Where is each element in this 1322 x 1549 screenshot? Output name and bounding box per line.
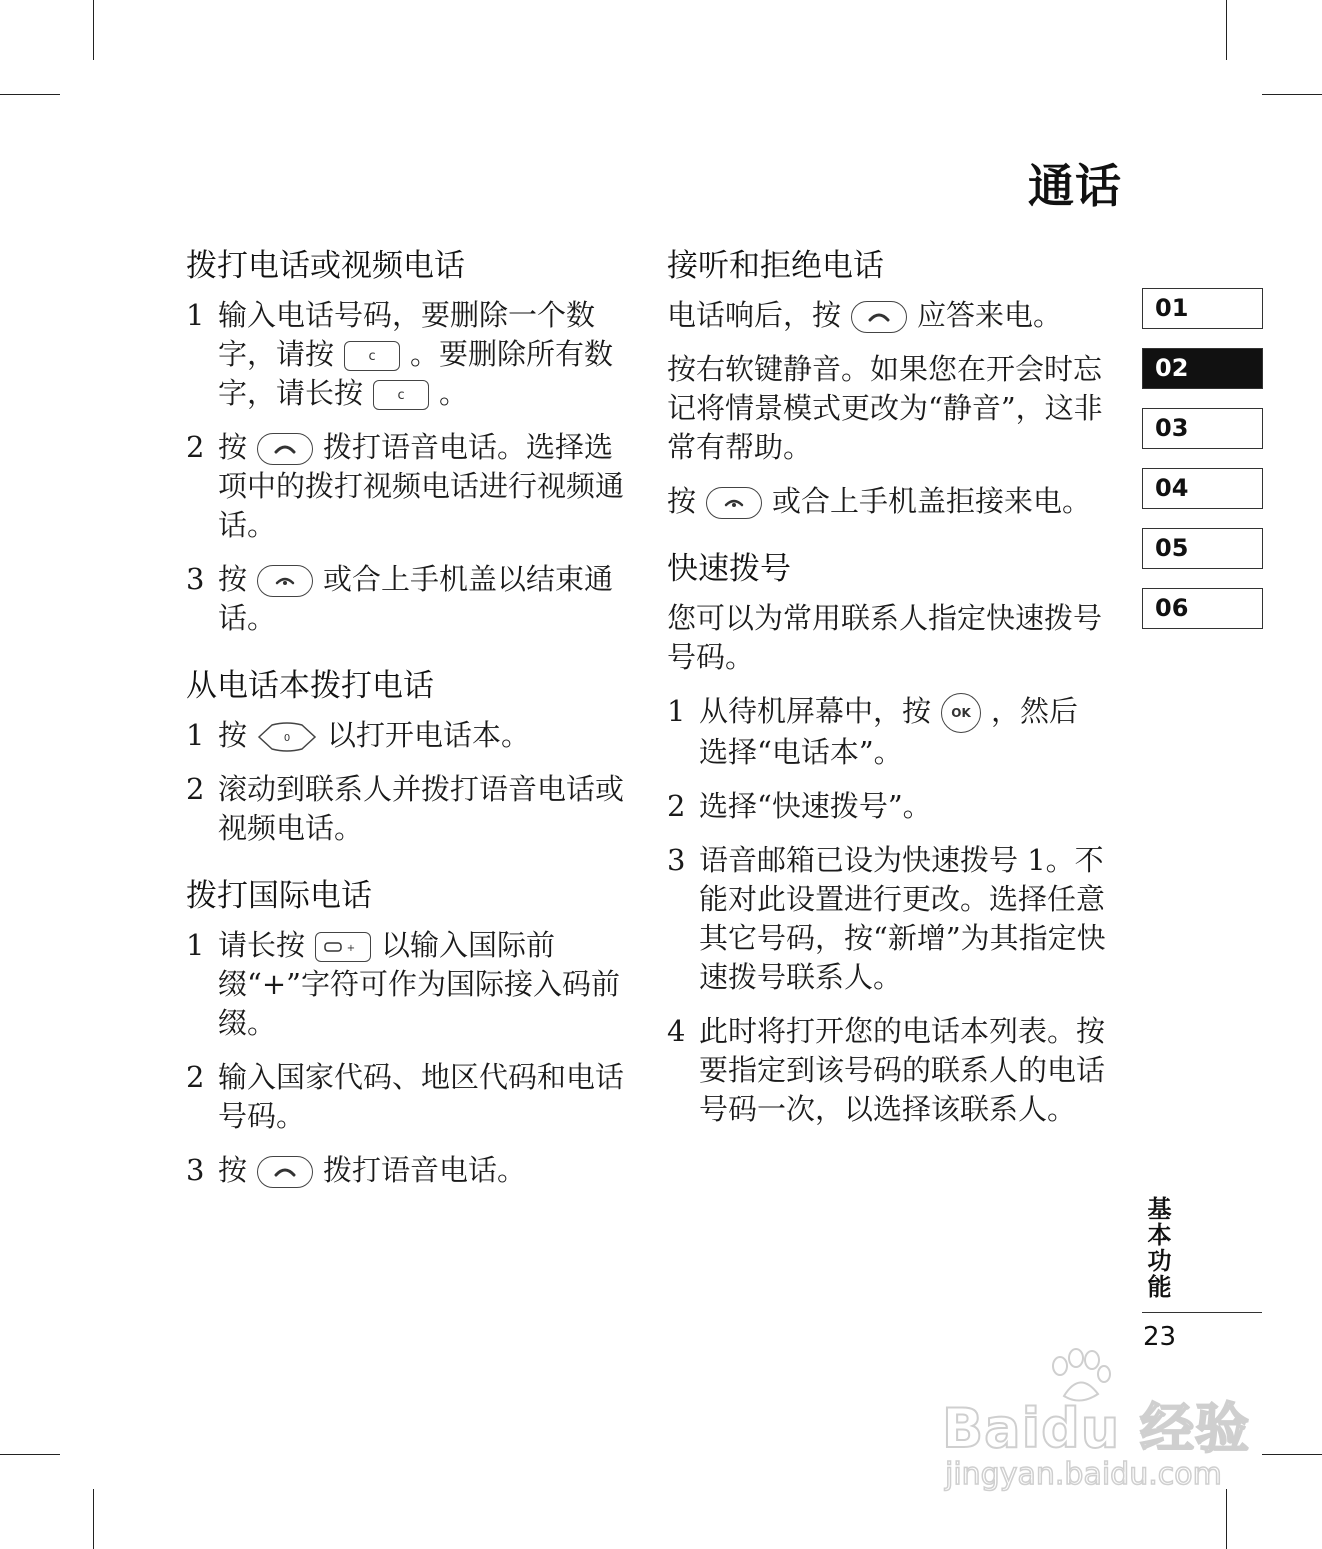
item-number: 3	[186, 1153, 205, 1187]
send-key-icon	[257, 433, 313, 465]
item-text	[699, 692, 1107, 772]
text-run: 从待机屏幕中，按	[699, 694, 932, 728]
section-heading: 拨打国际电话	[186, 878, 372, 914]
list-item	[186, 716, 641, 755]
navigation-key-icon	[257, 722, 317, 752]
tab-06[interactable]: 06	[1142, 588, 1263, 629]
text-run: 。	[439, 376, 469, 410]
navi-key-label: 0	[283, 733, 291, 744]
item-text	[218, 716, 641, 755]
tab-01[interactable]: 01	[1142, 288, 1263, 329]
list-item	[186, 296, 641, 413]
item-number: 2	[186, 772, 205, 806]
item-text: 滚动到联系人并拨打语音电话或视频电话。	[218, 772, 625, 845]
item-text: 选择“快速拨号”。	[699, 789, 932, 823]
tab-04[interactable]: 04	[1142, 468, 1263, 509]
text-run: 按	[218, 1153, 248, 1187]
item-number: 1	[186, 928, 205, 962]
list-item	[186, 926, 641, 1043]
text-run: 或合上手机盖拒接来电。	[772, 484, 1092, 518]
paragraph: 您可以为常用联系人指定快速拨号号码。	[667, 601, 1103, 674]
item-number: 4	[667, 1014, 686, 1048]
item-number: 1	[186, 298, 205, 332]
watermark-url: jingyan.baidu.com	[945, 1457, 1222, 1492]
section-heading: 拨打电话或视频电话	[186, 248, 465, 284]
paragraph	[667, 482, 1107, 521]
section-heading: 接听和拒绝电话	[667, 248, 884, 284]
text-run: 电话响后，按	[667, 298, 842, 332]
zero-plus-key-icon	[315, 932, 371, 962]
item-number: 1	[186, 718, 205, 752]
text-run: 拨打语音电话。选择选项中的拨打视频电话进行视频通话。	[218, 430, 625, 542]
divider	[1142, 1312, 1262, 1313]
crop-mark	[1226, 0, 1227, 60]
list-item	[667, 692, 1107, 772]
list-item	[186, 1058, 641, 1136]
page-title: 通话	[1028, 159, 1122, 213]
list-item	[186, 1151, 641, 1190]
section-speed-dial	[667, 547, 1107, 1129]
item-text: 此时将打开您的电话本列表。按要指定到该号码的联系人的电话号码一次，以选择该联系人。	[699, 1014, 1106, 1126]
clear-key-icon: c	[344, 341, 400, 371]
text-run: 以输入国际前缀“+”字符可作为国际接入码前缀。	[218, 928, 620, 1040]
section-answer-reject	[667, 244, 1107, 521]
text-run: ，然后选择“电话本”。	[699, 694, 1079, 769]
section-make-call	[186, 244, 641, 638]
right-column	[667, 244, 1107, 1155]
item-number: 3	[186, 562, 205, 596]
item-text	[218, 296, 641, 413]
text-run: 以打开电话本。	[327, 718, 531, 752]
clear-key-icon: c	[373, 380, 429, 410]
text-run: 按	[218, 718, 248, 752]
send-key-icon	[851, 301, 907, 333]
section-international-call	[186, 874, 641, 1190]
item-text: 输入国家代码、地区代码和电话号码。	[218, 1060, 625, 1133]
crop-mark	[1262, 1454, 1322, 1455]
end-key-icon	[257, 565, 313, 597]
text-run: 或合上手机盖以结束通话。	[218, 562, 614, 635]
list-item	[667, 841, 1107, 997]
text-run: 请长按	[218, 928, 306, 962]
text-run: 。要删除所有数字，请长按	[218, 337, 614, 410]
section-phonebook-call	[186, 664, 641, 848]
chapter-tabs	[1142, 288, 1263, 648]
item-number: 1	[667, 694, 686, 728]
paragraph: 按右软键静音。如果您在开会时忘记将情景模式更改为“静音”，这非常有帮助。	[667, 352, 1103, 464]
left-column	[186, 244, 641, 1216]
tab-03[interactable]: 03	[1142, 408, 1263, 449]
tab-05[interactable]: 05	[1142, 528, 1263, 569]
text-run: 拨打语音电话。	[323, 1153, 527, 1187]
plus-label: +	[346, 943, 356, 954]
text-run: 按	[218, 562, 248, 596]
list-item	[667, 787, 1107, 826]
crop-mark	[0, 1454, 60, 1455]
chapter-label: 基本功能	[1143, 1196, 1171, 1300]
item-text	[218, 926, 641, 1043]
item-number: 3	[667, 843, 686, 877]
text-run: 输入电话号码，要删除一个数字，请按	[218, 298, 596, 371]
list-item	[186, 560, 641, 638]
crop-mark	[1226, 1489, 1227, 1549]
send-key-icon	[257, 1156, 313, 1188]
list-item	[667, 1012, 1107, 1129]
item-number: 2	[667, 789, 686, 823]
item-text	[218, 1151, 641, 1190]
section-heading: 从电话本拨打电话	[186, 668, 434, 704]
tab-02[interactable]: 02	[1142, 348, 1263, 389]
watermark-logo: Baidu 经验	[942, 1397, 1251, 1460]
ok-key-icon: OK	[941, 693, 981, 733]
text-run: 按	[667, 484, 697, 518]
list-item	[186, 770, 641, 848]
crop-mark	[1262, 94, 1322, 95]
text-run: 应答来电。	[917, 298, 1063, 332]
end-key-icon	[706, 487, 762, 519]
item-text	[218, 560, 641, 638]
crop-mark	[93, 1489, 94, 1549]
list-item	[186, 428, 641, 545]
paragraph	[667, 296, 1107, 335]
item-text	[218, 428, 641, 545]
section-heading: 快速拨号	[667, 551, 791, 587]
item-text: 语音邮箱已设为快速拨号 1。不能对此设置进行更改。选择任意其它号码，按“新增”为其指定快速拨号联系人。	[699, 843, 1106, 994]
crop-mark	[93, 0, 94, 60]
page-number: 23	[1143, 1322, 1177, 1352]
text-run: 按	[218, 430, 248, 464]
item-number: 2	[186, 1060, 205, 1094]
crop-mark	[0, 94, 60, 95]
item-number: 2	[186, 430, 205, 464]
